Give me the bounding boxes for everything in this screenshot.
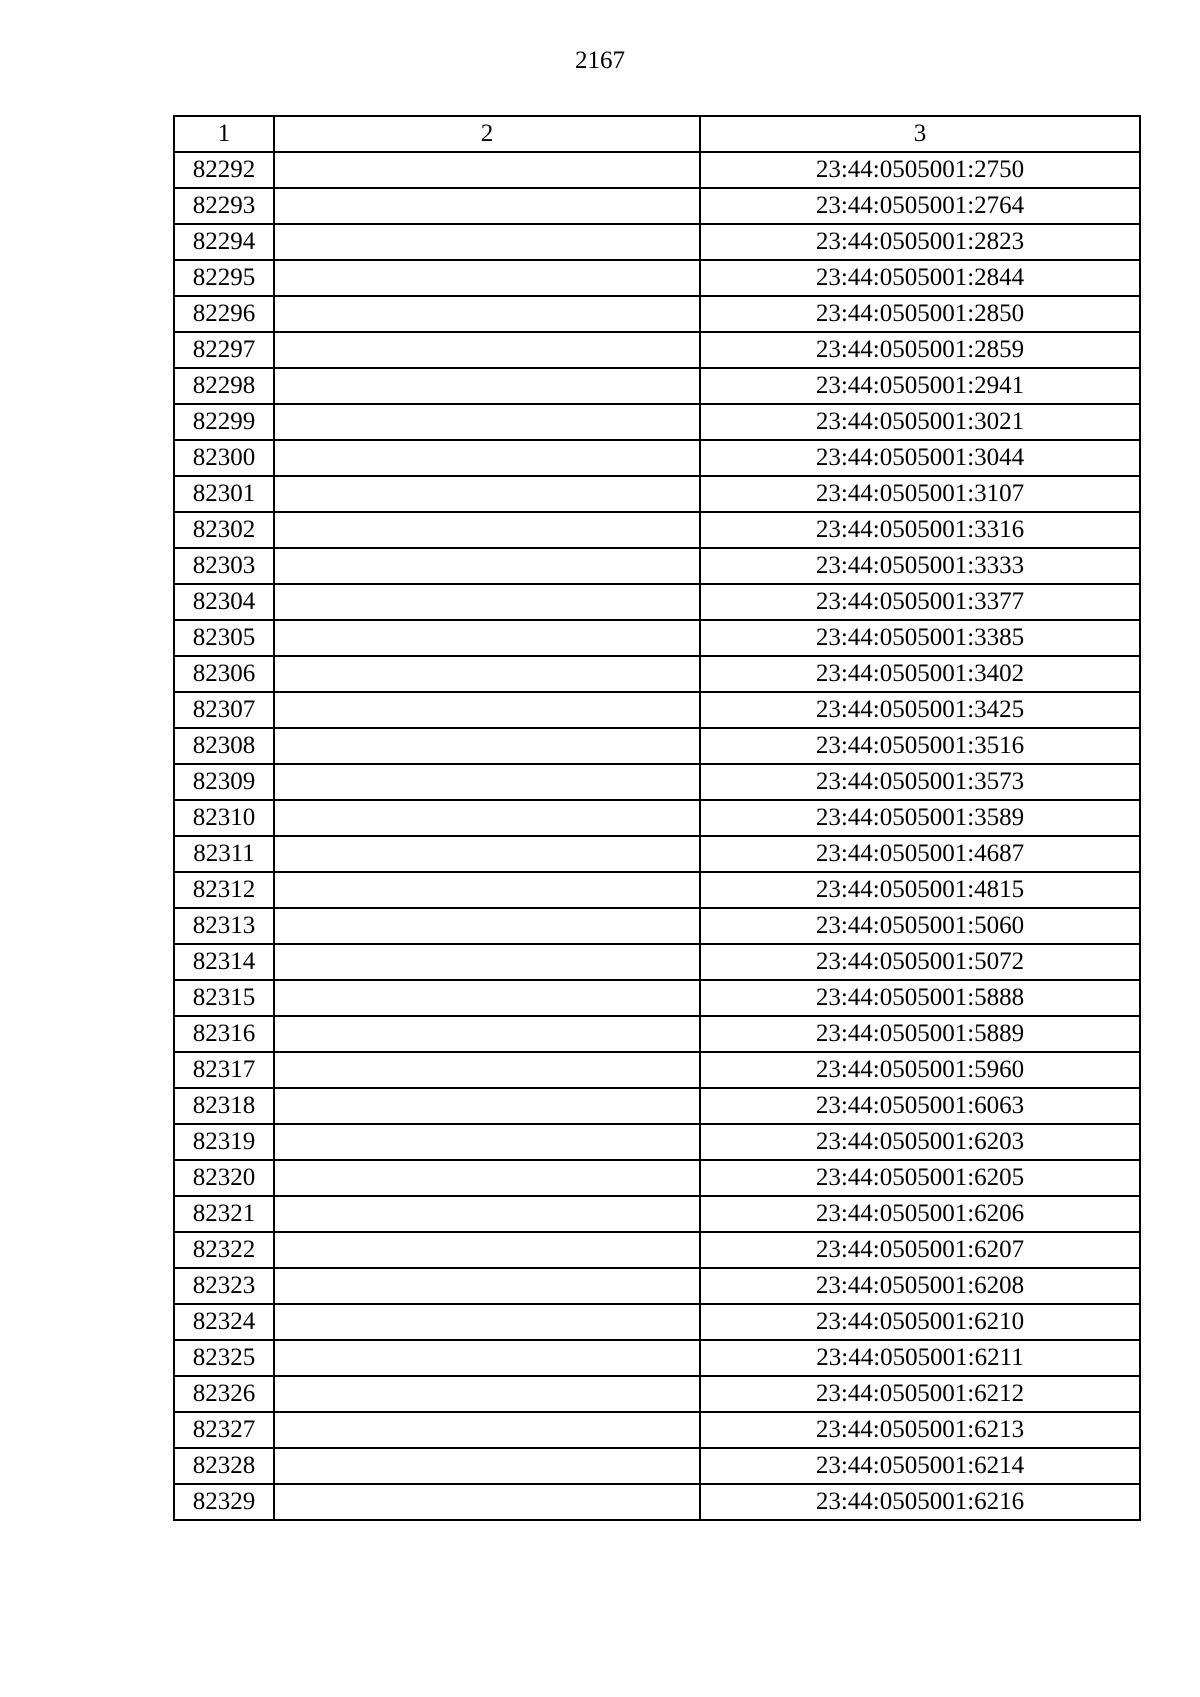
cadastral-number-cell: 23:44:0505001:6063 — [700, 1088, 1140, 1124]
row-empty-cell — [274, 800, 700, 836]
row-number-cell: 82306 — [174, 656, 274, 692]
table-row — [174, 1052, 1140, 1088]
table-row — [174, 548, 1140, 584]
row-number-cell: 82302 — [174, 512, 274, 548]
table-row — [174, 1160, 1140, 1196]
row-empty-cell — [274, 1016, 700, 1052]
table-row — [174, 188, 1140, 224]
cadastral-number-cell: 23:44:0505001:2823 — [700, 224, 1140, 260]
cadastral-number-cell: 23:44:0505001:2859 — [700, 332, 1140, 368]
cadastral-number-cell: 23:44:0505001:6210 — [700, 1304, 1140, 1340]
row-empty-cell — [274, 1196, 700, 1232]
row-empty-cell — [274, 980, 700, 1016]
row-number-cell: 82307 — [174, 692, 274, 728]
table-row — [174, 368, 1140, 404]
cadastral-number-cell: 23:44:0505001:6203 — [700, 1124, 1140, 1160]
row-empty-cell — [274, 404, 700, 440]
table-row — [174, 440, 1140, 476]
cadastral-number-cell: 23:44:0505001:3044 — [700, 440, 1140, 476]
row-empty-cell — [274, 908, 700, 944]
row-number-cell: 82292 — [174, 152, 274, 188]
row-number-cell: 82322 — [174, 1232, 274, 1268]
cadastral-number-cell: 23:44:0505001:5960 — [700, 1052, 1140, 1088]
cadastral-number-cell: 23:44:0505001:6206 — [700, 1196, 1140, 1232]
table-row — [174, 296, 1140, 332]
row-empty-cell — [274, 260, 700, 296]
table-row — [174, 836, 1140, 872]
table-row — [174, 260, 1140, 296]
row-number-cell: 82300 — [174, 440, 274, 476]
table-row — [174, 512, 1140, 548]
cadastral-number-cell: 23:44:0505001:3107 — [700, 476, 1140, 512]
table-row — [174, 1412, 1140, 1448]
row-number-cell: 82323 — [174, 1268, 274, 1304]
row-empty-cell — [274, 1268, 700, 1304]
row-number-cell: 82315 — [174, 980, 274, 1016]
header-col-3: 3 — [700, 116, 1140, 152]
row-number-cell: 82304 — [174, 584, 274, 620]
cadastral-number-cell: 23:44:0505001:6212 — [700, 1376, 1140, 1412]
table-row — [174, 872, 1140, 908]
row-empty-cell — [274, 368, 700, 404]
header-col-2: 2 — [274, 116, 700, 152]
row-empty-cell — [274, 188, 700, 224]
row-empty-cell — [274, 944, 700, 980]
row-number-cell: 82314 — [174, 944, 274, 980]
row-number-cell: 82328 — [174, 1448, 274, 1484]
row-empty-cell — [274, 548, 700, 584]
row-empty-cell — [274, 224, 700, 260]
row-empty-cell — [274, 1124, 700, 1160]
row-number-cell: 82299 — [174, 404, 274, 440]
table-row — [174, 980, 1140, 1016]
cadastral-number-cell: 23:44:0505001:4815 — [700, 872, 1140, 908]
row-empty-cell — [274, 584, 700, 620]
table-row — [174, 728, 1140, 764]
cadastral-number-cell: 23:44:0505001:6216 — [700, 1484, 1140, 1520]
cadastral-number-cell: 23:44:0505001:3377 — [700, 584, 1140, 620]
table-header — [174, 116, 1140, 152]
table-row — [174, 584, 1140, 620]
row-empty-cell — [274, 1340, 700, 1376]
table-row — [174, 1448, 1140, 1484]
cadastral-number-cell: 23:44:0505001:6211 — [700, 1340, 1140, 1376]
cadastral-number-cell: 23:44:0505001:3402 — [700, 656, 1140, 692]
row-empty-cell — [274, 656, 700, 692]
header-row — [174, 116, 1140, 152]
row-number-cell: 82325 — [174, 1340, 274, 1376]
row-number-cell: 82297 — [174, 332, 274, 368]
cadastral-number-cell: 23:44:0505001:3425 — [700, 692, 1140, 728]
cadastral-number-cell: 23:44:0505001:3385 — [700, 620, 1140, 656]
row-number-cell: 82296 — [174, 296, 274, 332]
table-row — [174, 1304, 1140, 1340]
table-row — [174, 656, 1140, 692]
row-number-cell: 82320 — [174, 1160, 274, 1196]
cadastral-number-cell: 23:44:0505001:2941 — [700, 368, 1140, 404]
row-empty-cell — [274, 1484, 700, 1520]
row-empty-cell — [274, 1088, 700, 1124]
table-row — [174, 476, 1140, 512]
table-row — [174, 800, 1140, 836]
table-row — [174, 1016, 1140, 1052]
row-number-cell: 82321 — [174, 1196, 274, 1232]
row-empty-cell — [274, 620, 700, 656]
row-empty-cell — [274, 1448, 700, 1484]
row-number-cell: 82317 — [174, 1052, 274, 1088]
table-row — [174, 332, 1140, 368]
cadastral-number-cell: 23:44:0505001:2850 — [700, 296, 1140, 332]
table-row — [174, 1340, 1140, 1376]
table-row — [174, 1232, 1140, 1268]
cadastral-number-cell: 23:44:0505001:6213 — [700, 1412, 1140, 1448]
row-empty-cell — [274, 476, 700, 512]
row-number-cell: 82311 — [174, 836, 274, 872]
table-row — [174, 908, 1140, 944]
row-empty-cell — [274, 1304, 700, 1340]
table-row — [174, 404, 1140, 440]
row-empty-cell — [274, 872, 700, 908]
table-row — [174, 224, 1140, 260]
row-empty-cell — [274, 1376, 700, 1412]
cadastral-number-cell: 23:44:0505001:4687 — [700, 836, 1140, 872]
table-row — [174, 764, 1140, 800]
row-number-cell: 82318 — [174, 1088, 274, 1124]
cadastral-number-cell: 23:44:0505001:5060 — [700, 908, 1140, 944]
cadastral-number-cell: 23:44:0505001:6208 — [700, 1268, 1140, 1304]
row-number-cell: 82294 — [174, 224, 274, 260]
cadastral-number-cell: 23:44:0505001:5889 — [700, 1016, 1140, 1052]
row-empty-cell — [274, 836, 700, 872]
row-number-cell: 82305 — [174, 620, 274, 656]
cadastral-number-cell: 23:44:0505001:6207 — [700, 1232, 1140, 1268]
row-empty-cell — [274, 1412, 700, 1448]
row-empty-cell — [274, 296, 700, 332]
table-body — [174, 152, 1140, 1520]
row-number-cell: 82309 — [174, 764, 274, 800]
header-col-1: 1 — [174, 116, 274, 152]
table-row — [174, 152, 1140, 188]
row-empty-cell — [274, 692, 700, 728]
table-row — [174, 1088, 1140, 1124]
row-empty-cell — [274, 512, 700, 548]
row-number-cell: 82312 — [174, 872, 274, 908]
row-number-cell: 82301 — [174, 476, 274, 512]
row-empty-cell — [274, 728, 700, 764]
row-empty-cell — [274, 1232, 700, 1268]
cadastral-number-cell: 23:44:0505001:5888 — [700, 980, 1140, 1016]
row-number-cell: 82327 — [174, 1412, 274, 1448]
cadastral-number-cell: 23:44:0505001:3021 — [700, 404, 1140, 440]
row-number-cell: 82293 — [174, 188, 274, 224]
cadastral-number-cell: 23:44:0505001:3316 — [700, 512, 1140, 548]
table-row — [174, 1376, 1140, 1412]
table-row — [174, 1196, 1140, 1232]
cadastral-number-cell: 23:44:0505001:6205 — [700, 1160, 1140, 1196]
row-empty-cell — [274, 764, 700, 800]
row-number-cell: 82298 — [174, 368, 274, 404]
table-row — [174, 1268, 1140, 1304]
table-row — [174, 1124, 1140, 1160]
row-number-cell: 82326 — [174, 1376, 274, 1412]
cadastral-number-cell: 23:44:0505001:2844 — [700, 260, 1140, 296]
cadastral-number-cell: 23:44:0505001:5072 — [700, 944, 1140, 980]
registry-table — [173, 115, 1141, 1521]
row-number-cell: 82303 — [174, 548, 274, 584]
row-empty-cell — [274, 1052, 700, 1088]
cadastral-number-cell: 23:44:0505001:6214 — [700, 1448, 1140, 1484]
table-row — [174, 944, 1140, 980]
cadastral-number-cell: 23:44:0505001:3516 — [700, 728, 1140, 764]
row-number-cell: 82308 — [174, 728, 274, 764]
page-number: 2167 — [575, 47, 625, 74]
cadastral-number-cell: 23:44:0505001:3333 — [700, 548, 1140, 584]
row-number-cell: 82295 — [174, 260, 274, 296]
row-empty-cell — [274, 440, 700, 476]
table-row — [174, 1484, 1140, 1520]
cadastral-number-cell: 23:44:0505001:3589 — [700, 800, 1140, 836]
cadastral-number-cell: 23:44:0505001:3573 — [700, 764, 1140, 800]
row-empty-cell — [274, 332, 700, 368]
row-empty-cell — [274, 1160, 700, 1196]
row-number-cell: 82316 — [174, 1016, 274, 1052]
cadastral-number-cell: 23:44:0505001:2750 — [700, 152, 1140, 188]
table-row — [174, 692, 1140, 728]
table-row — [174, 620, 1140, 656]
row-number-cell: 82329 — [174, 1484, 274, 1520]
row-number-cell: 82313 — [174, 908, 274, 944]
row-number-cell: 82319 — [174, 1124, 274, 1160]
row-number-cell: 82324 — [174, 1304, 274, 1340]
row-empty-cell — [274, 152, 700, 188]
row-number-cell: 82310 — [174, 800, 274, 836]
cadastral-number-cell: 23:44:0505001:2764 — [700, 188, 1140, 224]
